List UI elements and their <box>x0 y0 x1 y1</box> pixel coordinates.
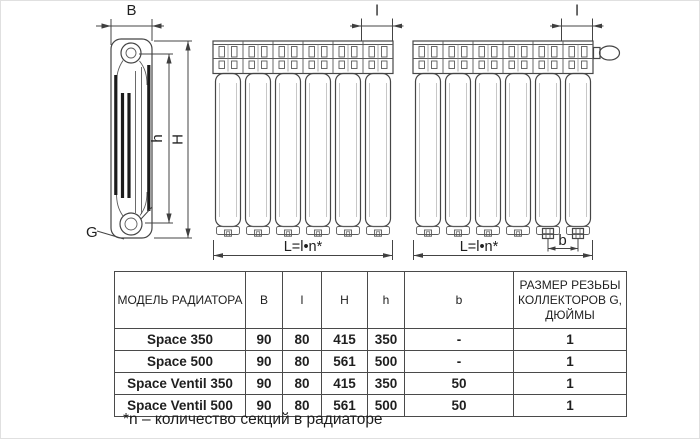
dim-label-B: B <box>126 2 137 19</box>
table-row <box>115 373 627 395</box>
cell-thread: 1 <box>514 329 627 351</box>
cell-l: 80 <box>283 395 322 417</box>
cell-l: 80 <box>283 329 322 351</box>
table-header-row <box>115 272 627 329</box>
header-H: H <box>322 272 368 329</box>
header-l: l <box>283 272 322 329</box>
table-row <box>115 351 627 373</box>
cell-model: Space Ventil 350 <box>115 373 246 395</box>
cell-l: 80 <box>283 373 322 395</box>
dim-label-l: l <box>375 2 379 20</box>
cell-H: 561 <box>322 395 368 417</box>
cell-l: 80 <box>283 351 322 373</box>
dim-label-b: b <box>558 232 567 249</box>
cell-B: 90 <box>246 395 283 417</box>
cell-b: - <box>405 351 514 373</box>
cell-h: 350 <box>368 373 405 395</box>
dim-label-G: G <box>86 224 98 241</box>
cell-B: 90 <box>246 351 283 373</box>
footnote: *n – количество секций в радиаторе <box>123 411 383 428</box>
cell-B: 90 <box>246 373 283 395</box>
spec-table <box>114 271 627 417</box>
dim-label-length-formula-valve: L=l•n* <box>459 239 499 255</box>
cell-thread: 1 <box>514 395 627 417</box>
thermostat-valve-icon <box>594 46 620 60</box>
dim-label-h: h <box>149 134 166 143</box>
dim-label-length-formula: L=l•n* <box>283 239 323 255</box>
header-B: B <box>246 272 283 329</box>
table-row <box>115 329 627 351</box>
radiator-dimension-diagram <box>1 1 700 267</box>
cell-b: 50 <box>405 373 514 395</box>
cell-H: 415 <box>322 329 368 351</box>
dim-label-l-valve: l <box>575 2 579 20</box>
cell-model: Space 350 <box>115 329 246 351</box>
cell-thread: 1 <box>514 351 627 373</box>
dim-label-H: H <box>169 134 187 145</box>
cell-b: - <box>405 329 514 351</box>
cell-thread: 1 <box>514 373 627 395</box>
front-view-with-valve <box>413 3 620 261</box>
cell-H: 415 <box>322 373 368 395</box>
header-model: МОДЕЛЬ РАДИАТОРА <box>115 272 246 329</box>
cell-H: 561 <box>322 351 368 373</box>
header-thread-size: РАЗМЕР РЕЗЬБЫ КОЛЛЕКТОРОВ G, ДЮЙМЫ <box>514 272 627 329</box>
header-h: h <box>368 272 405 329</box>
cell-h: 350 <box>368 329 405 351</box>
cell-model: Space 500 <box>115 351 246 373</box>
side-view <box>86 2 192 241</box>
front-view <box>213 3 404 261</box>
header-b: b <box>405 272 514 329</box>
cell-h: 500 <box>368 351 405 373</box>
cell-B: 90 <box>246 329 283 351</box>
cell-model: Space Ventil 500 <box>115 395 246 417</box>
cell-h: 500 <box>368 395 405 417</box>
cell-b: 50 <box>405 395 514 417</box>
